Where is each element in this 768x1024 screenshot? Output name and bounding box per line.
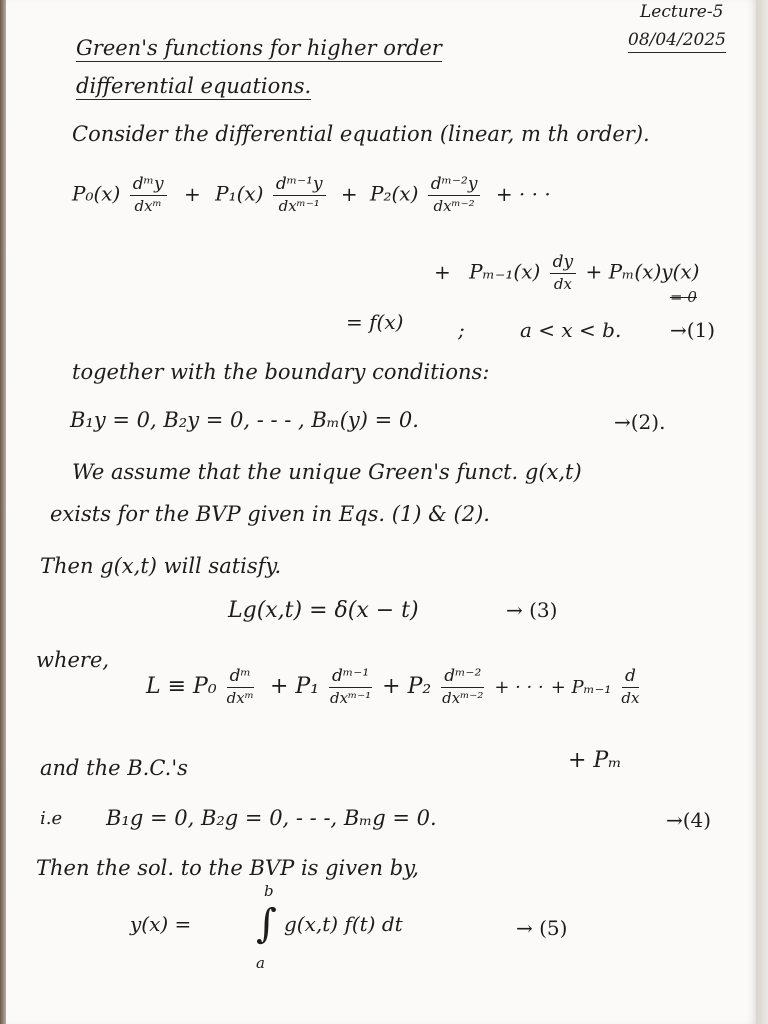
lecture-label: Lecture-5 — [640, 2, 724, 22]
eq1-frac-dy: $\frac{dy}{dx}$ — [550, 254, 577, 292]
title-line-2: differential equations. — [76, 74, 312, 98]
where-label: where, — [36, 648, 110, 672]
op-frac-0: $\frac{\text{dᵐ}}{\text{dxᵐ}}$ — [226, 666, 254, 707]
eq1-p2: P₂(x) — [370, 181, 419, 206]
title-line-1: Green's functions for higher order — [76, 36, 442, 60]
eq5-ref: → (5) — [516, 916, 568, 940]
eq1-sep: ; — [458, 318, 465, 342]
assume-line-1: We assume that the unique Green's funct. g(x,t) — [72, 460, 582, 484]
eq1-domain: a < x < b. — [520, 318, 622, 342]
op-frac-last: $\frac{d}{dx}$ — [621, 666, 640, 707]
integral-sign: ∫ — [256, 901, 277, 947]
eq1-frac-3: $\frac{\text{dᵐ⁻²y}}{\text{dxᵐ⁻²}}$ — [428, 176, 481, 214]
operator-pm: + Pₘ — [568, 748, 622, 773]
eq1-p1: P₁(x) — [215, 181, 264, 206]
operator-L: L ≡ P₀ $\frac{\text{dᵐ}}{\text{dxᵐ}}$ + P₁ $\frac{\text{dᵐ⁻¹}}{\text{dxᵐ⁻¹}}$ + P₂ $\frac{\text{dᵐ⁻²}}{\text{dxᵐ⁻²}}$ + · · · + Pₘ₋₁ $\frac{d}{dx}$ — [146, 666, 640, 707]
eq3: Lg(x,t) = δ(x − t) — [228, 598, 419, 623]
eq3-ref: → (3) — [506, 598, 558, 622]
op-frac-2: $\frac{\text{dᵐ⁻²}}{\text{dxᵐ⁻²}}$ — [442, 666, 484, 707]
op-frac-1: $\frac{\text{dᵐ⁻¹}}{\text{dxᵐ⁻¹}}$ — [329, 666, 372, 707]
bc-g-intro: and the B.C.'s — [40, 756, 188, 780]
eq1-frac-2: $\frac{\text{dᵐ⁻¹y}}{\text{dxᵐ⁻¹}}$ — [273, 176, 326, 214]
bc-g-ref: →(4) — [666, 808, 712, 832]
page-right-edge — [756, 0, 768, 1024]
eq5-integrand: g(x,t) f(t) dt — [284, 912, 403, 936]
bc-g-lead: i.e — [40, 808, 63, 829]
eq1-row2: + Pₘ₋₁(x) $\frac{dy}{dx}$ + Pₘ(x)y(x) — [434, 252, 700, 293]
eq1-pm1: Pₘ₋₁(x) — [469, 259, 541, 284]
eq1-ref: →(1) — [670, 318, 716, 342]
eq1-pm: + Pₘ(x)y(x) — [585, 259, 700, 284]
eq1-p0: P₀(x) — [72, 181, 121, 206]
solution-intro: Then the sol. to the BVP is given by, — [36, 856, 419, 880]
bc-intro: together with the boundary conditions: — [72, 360, 490, 384]
bc-g-equations: B₁g = 0, B₂g = 0, - - -, Bₘg = 0. — [106, 806, 437, 830]
eq1-rhs: = f(x) — [346, 310, 404, 334]
eq1-frac-1: $\frac{\text{dᵐy}}{\text{dxᵐ}}$ — [130, 176, 167, 214]
notebook-page — [6, 0, 756, 1024]
eq1-struck-zero: = 0 — [670, 288, 697, 306]
assume-line-2: exists for the BVP given in Eqs. (1) & (2). — [50, 502, 490, 526]
eq5-lhs: y(x) = — [130, 912, 192, 936]
eq5-lower-limit: a — [256, 954, 265, 972]
intro-text: Consider the differential equation (linear, m th order). — [72, 122, 650, 146]
bc-ref: →(2). — [614, 410, 666, 434]
lecture-date: 08/04/2025 — [628, 30, 726, 53]
then-satisfy: Then g(x,t) will satisfy. — [40, 554, 282, 578]
eq1-row1: P₀(x) $\frac{\text{dᵐy}}{\text{dxᵐ}}$ + P₁(x) $\frac{\text{dᵐ⁻¹y}}{\text{dxᵐ⁻¹}}$ + P₂(x) $\frac{\text{dᵐ⁻²y}}{\text{dxᵐ⁻²}}$ + · · · — [72, 174, 551, 215]
bc-equations: B₁y = 0, B₂y = 0, - - - , Bₘ(y) = 0. — [70, 408, 419, 432]
eq5-upper-limit: b — [264, 882, 274, 900]
